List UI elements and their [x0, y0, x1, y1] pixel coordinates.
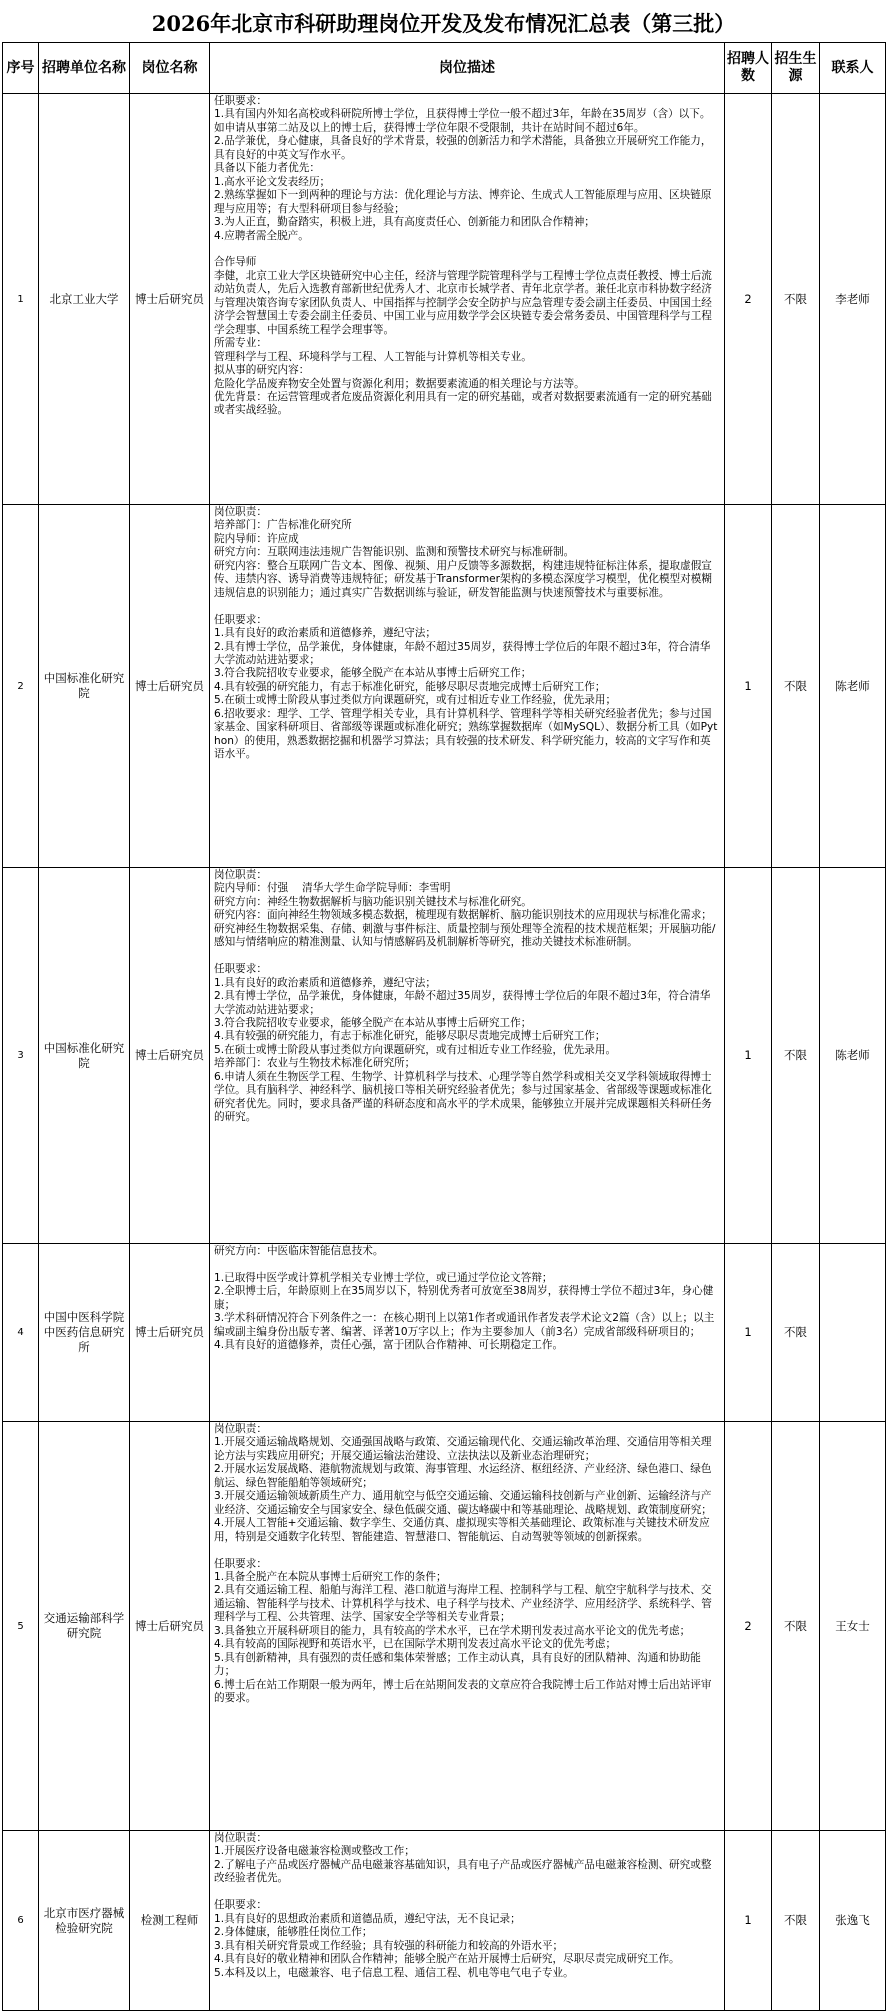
row-description	[210, 505, 725, 868]
row-seq: 2	[3, 505, 39, 868]
description-line: 研究内容：面向神经生物领域多模态数据，梳理现有数据解析、脑功能识别技术的应用现状与标准化需求；研究神经生物数据采集、存储、刺激与事件标注、质量控制与预处理等全流程的技术规范框架；开展脑功能/感知与情绪响应的精准测量、认知与情感解码及机制解析等研究，推动关键技术标准研制。	[214, 909, 716, 949]
description-line: 1.具备全脱产在本院从事博士后研究工作的条件；	[214, 1570, 447, 1583]
row-contact: 张逸飞	[820, 1831, 886, 2011]
header-seq: 序号	[3, 43, 39, 94]
description-line: 1.具有良好的政治素质和道德修养，遵纪守法；	[214, 627, 436, 640]
row-unit: 交通运输部科学研究院	[39, 1422, 130, 1831]
description-line: 任职要求：	[214, 963, 267, 976]
row-seq: 3	[3, 868, 39, 1244]
row-post: 博士后研究员	[130, 1422, 210, 1831]
description-line: 所需专业：	[214, 337, 267, 350]
row-count: 1	[725, 868, 772, 1244]
description-line: 2.全职博士后，年龄原则上在35周岁以下，特别优秀者可放宽至38周岁，获得博士学位不超过3年，身心健康；	[214, 1285, 714, 1311]
description-line: 岗位职责：	[214, 1832, 267, 1844]
description-line: 培养部门：农业与生物技术标准化研究所；	[214, 1057, 416, 1070]
description-line: 任职要求：	[214, 1557, 267, 1570]
row-source: 不限	[772, 94, 820, 505]
row-contact: 陈老师	[820, 505, 886, 868]
header-unit: 招聘单位名称	[39, 43, 130, 94]
description-line: 2.开展水运发展战略、港航物流规划与政策、海事管理、水运经济、枢纽经济、产业经济、绿色港口、绿色航运、绿色智能船舶等领域研究；	[214, 1463, 712, 1489]
description-line: 岗位职责：	[214, 506, 267, 518]
description-line: 1.具有良好的政治素质和道德修养，遵纪守法；	[214, 976, 436, 989]
description-line	[214, 1544, 721, 1557]
description-line: 培养部门：广告标准化研究所	[214, 519, 352, 532]
row-unit: 中国标准化研究院	[39, 505, 130, 868]
description-line: 5.在硕士或博士阶段从事过类似方向课题研究，或有过相近专业工作经验，优先录用；	[214, 694, 617, 707]
row-contact: 陈老师	[820, 868, 886, 1244]
description-line	[214, 1258, 721, 1271]
table-row	[3, 868, 886, 1244]
row-seq: 4	[3, 1244, 39, 1422]
row-description	[210, 1422, 725, 1831]
row-description	[210, 1244, 725, 1422]
description-line: 院内导师：许应成	[214, 532, 299, 545]
description-line: 3.符合我院招收专业要求，能够全脱产在本站从事博士后研究工作；	[214, 1016, 532, 1029]
description-line: 1.具有国内外知名高校或科研院所博士学位，且获得博士学位一般不超过3年，年龄在35周岁（含）以下。如申请从事第二站及以上的博士后，获得博士学位年限不受限制，共计在站时间不超过6年。	[214, 108, 711, 134]
description-line: 4.应聘者需全脱产。	[214, 229, 309, 242]
row-source: 不限	[772, 1244, 820, 1422]
description-line: 6.招收要求：理学、工学、管理学相关专业，具有计算机科学、管理科学等相关研究经验者优先；参与过国家基金、国家科研项目、省部级等课题或标准化研究；熟练掌握数据库（如MySQL）、数据分析工具（如Python）的使用，熟悉数据挖掘和机器学习算法；具有较强的技术研发、科学研究能力，较高的文字写作和英语水平。	[214, 707, 718, 761]
table-row	[3, 505, 886, 868]
header-contact: 联系人	[820, 43, 886, 94]
row-seq: 1	[3, 94, 39, 505]
description-line	[214, 1886, 721, 1899]
row-unit: 北京市医疗器械检验研究院	[39, 1831, 130, 2011]
table-row	[3, 1244, 886, 1422]
description-line: 4.具有较强的研究能力，有志于标准化研究，能够尽职尽责地完成博士后研究工作；	[214, 680, 606, 693]
description-line: 合作导师	[214, 256, 257, 269]
table-row	[3, 1422, 886, 1831]
description-line: 1.开展医疗设备电磁兼容检测或整改工作；	[214, 1845, 415, 1858]
description-line: 2.具有博士学位，品学兼优，身体健康，年龄不超过35周岁，获得博士学位后的年限不超过3年，符合清华大学流动站进站要求；	[214, 640, 711, 666]
description-line: 4.具有较高的国际视野和英语水平，已在国际学术期刊发表过高水平论文的优先考虑；	[214, 1638, 617, 1651]
description-line: 2.身体健康，能够胜任岗位工作；	[214, 1926, 373, 1939]
description-line: 研究方向：神经生物数据解析与脑功能识别关键技术与标准化研究。	[214, 895, 532, 908]
row-seq: 5	[3, 1422, 39, 1831]
description-line: 具备以下能力者优先：	[214, 162, 320, 175]
row-post: 博士后研究员	[130, 1244, 210, 1422]
table-row	[3, 94, 886, 505]
description-line: 5.本科及以上，电磁兼容、电子信息工程、通信工程、机电等电气电子专业。	[214, 1966, 574, 1979]
description-line: 3.符合我院招收专业要求，能够全脱产在本站从事博士后研究工作；	[214, 667, 532, 680]
description-line: 1.已取得中医学或计算机学相关专业博士学位，或已通过学位论文答辩；	[214, 1271, 553, 1284]
table-row	[3, 1831, 886, 2011]
description-line: 优先背景：在运营管理或者危废品资源化利用具有一定的研究基础，或者对数据要素流通有一定的研究基础或者实战经验。	[214, 390, 712, 417]
row-count: 1	[725, 505, 772, 868]
description-line: 岗位职责：	[214, 1423, 267, 1435]
description-line: 研究方向：中医临床智能信息技术。	[214, 1245, 384, 1257]
row-source: 不限	[772, 1831, 820, 2011]
description-line: 6.博士后在站工作期限一般为两年，博士后在站期间发表的文章应符合我院博士后工作站对博士后出站评审的要求。	[214, 1678, 712, 1705]
row-description	[210, 1831, 725, 2011]
row-contact	[820, 1244, 886, 1422]
table-header-row	[3, 43, 886, 94]
description-line: 5.在硕士或博士阶段从事过类似方向课题研究，或有过相近专业工作经验，优先录用。	[214, 1043, 617, 1056]
row-contact: 李老师	[820, 94, 886, 505]
page-title: 2026年北京市科研助理岗位开发及发布情况汇总表（第三批）	[151, 11, 736, 36]
description-line: 3.为人正直，勤奋踏实，积极上进，具有高度责任心、创新能力和团队合作精神；	[214, 216, 595, 229]
description-line: 4.开展人工智能+交通运输、数字孪生、交通仿真、虚拟现实等相关基础理论、政策标准与关键技术研发应用，特别是交通数字化转型、智能建造、智慧港口、智能航运、自动驾驶等领域的创新探索。	[214, 1517, 710, 1543]
description-line: 2.具有交通运输工程、船舶与海洋工程、港口航道与海岸工程、控制科学与工程、航空宇航科学与技术、交通运输、智能科学与技术、计算机科学与技术、电子科学与技术、产业经济学、应用经济学、系统科学、管理科学与工程、公共管理、法学、国家安全学等相关专业背景；	[214, 1584, 712, 1624]
row-count: 1	[725, 1831, 772, 2011]
description-line: 2.具有博士学位，品学兼优，身体健康，年龄不超过35周岁，获得博士学位后的年限不超过3年，符合清华大学流动站进站要求；	[214, 990, 711, 1016]
description-line: 任职要求：	[214, 1899, 267, 1912]
description-line: 2.了解电子产品或医疗器械产品电磁兼容基础知识，具有电子产品或医疗器械产品电磁兼容检测、研究或整改经验者优先。	[214, 1858, 712, 1885]
row-post: 博士后研究员	[130, 505, 210, 868]
row-contact: 王女士	[820, 1422, 886, 1831]
description-line: 3.具备独立开展科研项目的能力，具有较高的学术水平，已在学术期刊发表过高水平论文的优先考虑；	[214, 1624, 691, 1637]
header-post: 岗位名称	[130, 43, 210, 94]
row-count: 2	[725, 94, 772, 505]
description-line: 1.具有良好的思想政治素质和道德品质，遵纪守法，无不良记录；	[214, 1912, 521, 1925]
row-description	[210, 868, 725, 1244]
description-line: 4.具有较强的研究能力，有志于标准化研究，能够尽职尽责地完成博士后研究工作；	[214, 1030, 606, 1043]
description-line: 研究内容：整合互联网广告文本、图像、视频、用户反馈等多源数据，构建违规特征标注体系，提取虚假宣传、违禁内容、诱导消费等违规特征；研发基于Transformer架构的多模态深度学习模型，优化模型对模糊违规信息的识别能力；通过真实广告数据训练与验证，研发智能监测与快速预警技术与重要标准。	[214, 559, 712, 599]
description-line: 1.高水平论文发表经历；	[214, 175, 331, 188]
description-line: 岗位职责：	[214, 869, 267, 881]
description-line	[214, 950, 721, 963]
description-line: 1.开展交通运输战略规划、交通强国战略与政策、交通运输现代化、交通运输改革治理、交通信用等相关理论方法与实践应用研究；开展交通运输法治建设、立法执法以及新业态治理研究；	[214, 1436, 712, 1462]
description-line: 院内导师：付强 清华大学生命学院导师：李雪明	[214, 882, 451, 895]
row-unit: 中国中医科学院中医药信息研究所	[39, 1244, 130, 1422]
description-line	[214, 600, 721, 613]
description-line: 3.学术科研情况符合下列条件之一：在核心期刊上以第1作者或通讯作者发表学术论文2篇（含）以上；以主编或副主编身份出版专著、编著、译著10万字以上；作为主要参加人（前3名）完成省部级科研项目的；	[214, 1312, 715, 1338]
row-unit: 北京工业大学	[39, 94, 130, 505]
header-desc: 岗位描述	[210, 43, 725, 94]
header-count: 招聘人数	[725, 43, 772, 94]
description-line: 研究方向：互联网违法违规广告智能识别、监测和预警技术研究与标准研制。	[214, 546, 575, 559]
description-line: 拟从事的研究内容：	[214, 364, 310, 377]
description-line: 任职要求：	[214, 613, 267, 626]
row-source: 不限	[772, 1422, 820, 1831]
recruitment-table	[2, 42, 886, 2011]
description-line: 5.具有创新精神，具有强烈的责任感和集体荣誉感；工作主动认真，具有良好的团队精神、沟通和协助能力；	[214, 1651, 701, 1678]
description-line: 2.品学兼优，身心健康，具备良好的学术背景，较强的创新活力和学术潜能，具备独立开展研究工作能力，具有良好的中英文写作水平。	[214, 135, 712, 161]
description-line: 6.申请人须在生物医学工程、生物学、计算机科学与技术、心理学等自然学科或相关交叉学科领域取得博士学位。具有脑科学、神经科学、脑机接口等相关研究经验者优先；参与过国家基金、省部级等课题或标准化研究者优先。同时，要求具备严谨的科研态度和高水平的学术成果，能够独立开展并完成课题相关科研任务的研究。	[214, 1070, 712, 1124]
description-line: 4.具有良好的道德修养，责任心强，富于团队合作精神、可长期稳定工作。	[214, 1339, 564, 1352]
row-count: 2	[725, 1422, 772, 1831]
row-unit: 中国标准化研究院	[39, 868, 130, 1244]
row-source: 不限	[772, 868, 820, 1244]
description-line: 任职要求：	[214, 95, 267, 107]
description-line	[214, 243, 721, 256]
row-seq: 6	[3, 1831, 39, 2011]
row-post: 博士后研究员	[130, 94, 210, 505]
description-line: 3.具有相关研究背景或工作经验；具有较强的科研能力和较高的外语水平；	[214, 1939, 564, 1952]
description-line: 4.具有良好的敬业精神和团队合作精神；能够全脱产在站开展博士后研究，尽职尽责完成研究工作。	[214, 1953, 680, 1966]
header-source: 招生生源	[772, 43, 820, 94]
row-post: 博士后研究员	[130, 868, 210, 1244]
description-line: 李健，北京工业大学区块链研究中心主任，经济与管理学院管理科学与工程博士学位点责任教授、博士后流动站负责人，先后入选教育部新世纪优秀人才、北京市长城学者、青年北京学者。兼任北京市科协数字经济与管理决策咨询专家团队负责人、中国指挥与控制学会安全防护与应急管理专委会副主任委员、中国国土经济学会智慧国土专委会副主任委员、中国工业与应用数学学会区块链专委会常务委员、中国管理科学与工程学会理事、中国系统工程学会理事等。	[214, 269, 712, 336]
description-line: 管理科学与工程、环境科学与工程、人工智能与计算机等相关专业。	[214, 350, 532, 363]
row-post: 检测工程师	[130, 1831, 210, 2011]
description-line: 3.开展交通运输领域新质生产力、通用航空与低空交通运输、交通运输科技创新与产业创新、运输经济与产业经济、交通运输安全与国家安全、绿色低碳交通、碳达峰碳中和等基础理论、战略规划、政策制度研究；	[214, 1490, 712, 1516]
description-line: 危险化学品废弃物安全处置与资源化利用；数据要素流通的相关理论与方法等。	[214, 377, 585, 390]
row-count: 1	[725, 1244, 772, 1422]
row-source: 不限	[772, 505, 820, 868]
row-description	[210, 94, 725, 505]
description-line: 2.熟练掌握如下一到两种的理论与方法：优化理论与方法、博弈论、生成式人工智能原理与应用、区块链原理与应用等；有大型科研项目参与经验；	[214, 189, 712, 215]
